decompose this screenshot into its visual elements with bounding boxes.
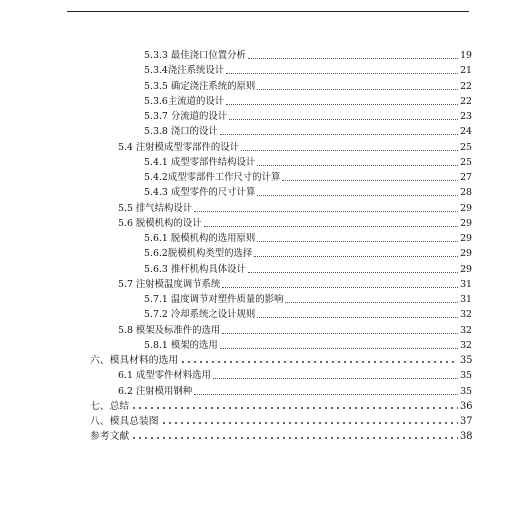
toc-entry-label: 六、模具材料的选用 [90,355,179,366]
toc-dot-leader [248,272,458,273]
toc-dot-leader [161,422,458,424]
toc-entry-page: 19 [460,50,472,61]
toc-dot-leader [285,302,458,303]
toc-dot-leader [248,58,458,59]
toc-entry[interactable] [144,231,472,245]
toc-entry[interactable] [118,140,472,154]
toc-entry-page: 29 [460,233,472,244]
toc-entry[interactable] [118,277,472,291]
toc-dot-leader [257,241,458,242]
toc-dot-leader [194,211,458,212]
toc-entry-label: 5.4.3 成型零件的尺寸计算 [144,187,256,199]
toc-dot-leader [204,226,458,227]
toc-entry-label: 6.1 成型零件材料选用 [118,370,211,382]
toc-dot-leader [180,361,458,363]
toc-entry-page: 37 [460,416,473,427]
toc-entry-label: 5.8.1 模架的选用 [144,339,218,351]
toc-entry-label: 5.7.1 温度调节对塑件质量的影响 [144,294,284,305]
toc-entry-label: 5.8 模架及标准件的选用 [118,324,221,336]
toc-entry-page: 21 [460,65,472,77]
toc-dot-leader [222,287,458,288]
toc-entry-page: 23 [460,111,472,122]
toc-entry-page: 27 [460,172,472,183]
toc-entry[interactable] [90,414,472,428]
toc-entry-page: 25 [460,156,472,168]
toc-dot-leader [222,333,458,334]
toc-dot-leader [257,317,458,318]
toc-entry-label: 5.6.3 推杆机构具体设计 [144,263,246,275]
toc-entry[interactable] [144,262,472,276]
toc-entry-label: 5.7 注射模温度调节系统 [118,278,221,290]
toc-dot-leader [241,150,458,151]
toc-entry-label: 5.3.5 确定浇注系统的原则 [144,80,256,92]
toc-entry-label: 5.3.4浇注系统设计 [144,65,225,77]
toc-dot-leader [131,407,458,409]
toc-dot-leader [220,348,458,349]
toc-entry[interactable] [144,292,472,306]
toc-entry[interactable] [144,155,472,169]
toc-entry-page: 35 [460,355,473,366]
toc-entry[interactable] [144,109,472,123]
toc-entry[interactable] [90,353,472,367]
toc-dot-leader [257,89,458,90]
toc-entry[interactable] [144,246,472,260]
toc-entry-label: 5.4.1 成型零部件结构设计 [144,156,256,168]
toc-entry-label: 5.5 排气结构设计 [118,202,193,214]
toc-entry-label: 八、模具总装图 [90,416,159,427]
toc-entry-page: 22 [460,95,472,107]
toc-entry[interactable] [90,429,472,443]
toc-entry-page: 32 [460,324,472,336]
toc-entry-page: 29 [460,248,472,260]
toc-dot-leader [220,134,458,135]
toc-entry[interactable] [144,307,472,321]
toc-entry-page: 31 [460,278,472,290]
toc-entry-page: 22 [460,80,472,92]
toc-entry-label: 5.6.2脱模机构类型的选择 [144,248,253,260]
toc-entry-page: 24 [460,126,472,138]
toc-entry-page: 29 [460,202,472,214]
toc-entry[interactable] [144,170,472,184]
toc-entry[interactable] [144,185,472,199]
header-rule [67,11,469,12]
toc-dot-leader [226,73,458,74]
toc-entry[interactable] [118,201,472,215]
toc-entry-page: 32 [460,339,472,351]
toc-entry-label: 七、总结 [90,400,130,412]
toc-entry-page: 31 [460,294,472,305]
toc-entry[interactable] [118,323,472,337]
toc-entry[interactable] [144,124,472,138]
toc-entry-label: 5.3.8 浇口的设计 [144,126,218,138]
toc-entry-page: 38 [460,431,473,443]
toc-dot-leader [229,119,458,120]
toc-entry-label: 5.3.3 最佳浇口位置分析 [144,50,246,61]
toc-entry-page: 36 [460,400,473,412]
toc-entry-page: 28 [460,187,472,199]
toc-dot-leader [254,256,458,257]
toc-entry[interactable] [118,368,472,382]
toc-entry-page: 25 [460,141,472,153]
toc-entry-page: 35 [460,370,472,382]
toc-entry[interactable] [90,399,472,413]
toc-entry[interactable] [144,63,472,77]
toc-entry-page: 35 [460,385,472,397]
toc-entry[interactable] [118,216,472,230]
toc-entry-label: 6.2 注射模用钢种 [118,385,193,397]
toc-entry-page: 29 [460,263,472,275]
toc-entry-label: 5.4 注射模成型零部件的设计 [118,141,240,153]
toc-entry-label: 5.3.6主流道的设计 [144,95,225,107]
toc-dot-leader [131,437,458,439]
toc-entry[interactable] [118,384,472,398]
toc-entry[interactable] [144,48,472,62]
toc-entry[interactable] [144,79,472,93]
toc-entry[interactable] [144,338,472,352]
toc-dot-leader [213,378,458,379]
toc-dot-leader [226,104,458,105]
toc-entry-label: 5.7.2 冷却系统之设计规则 [144,309,256,321]
toc-entry-label: 参考文献 [90,431,130,443]
toc-dot-leader [194,394,458,395]
toc-entry[interactable] [144,94,472,108]
toc-entry-label: 5.3.7 分流道的设计 [144,111,228,122]
toc-dot-leader [257,165,458,166]
toc-dot-leader [282,180,458,181]
toc-entry-page: 32 [460,309,472,321]
toc-entry-label: 5.6 脱模机构的设计 [118,217,202,229]
toc-entry-page: 29 [460,217,472,229]
toc-entry-label: 5.4.2成型零部件工作尺寸的计算 [144,172,281,183]
toc-entry-label: 5.6.1 脱模机构的选用原则 [144,233,256,244]
toc-dot-leader [257,195,458,196]
